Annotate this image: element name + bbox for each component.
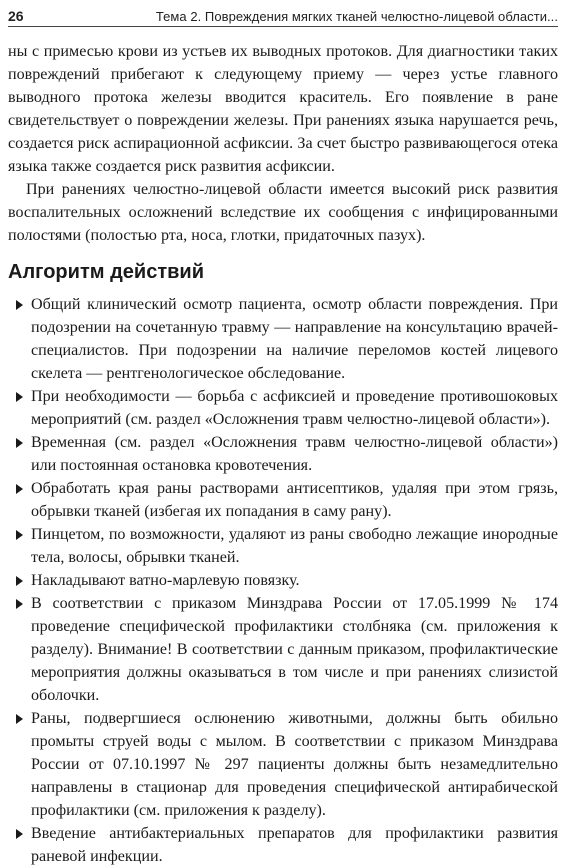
page-body	[8, 40, 558, 868]
list-item	[8, 385, 558, 431]
list-item	[8, 523, 558, 569]
triangle-bullet-icon	[16, 300, 23, 310]
list-item	[8, 293, 558, 385]
list-item-text: При необходимости — борьба с асфиксией и проведение противошоковых мероприятий (см. раздел «Осложнения травм челюстно-лицевой области»).	[31, 388, 558, 428]
list-item-text: Накладывают ватно-марлевую повязку.	[31, 572, 300, 589]
triangle-bullet-icon	[16, 484, 23, 494]
list-item	[8, 707, 558, 822]
list-item-text: Обработать края раны растворами антисептиков, удаляя при этом грязь, обрывки тканей (избегая их попадания в саму рану).	[31, 480, 558, 520]
paragraph-continuation: ны с примесью крови из устьев их выводных протоков. Для диагностики таких повреждений прибегают к следующему приему — через устье главного выводного протока железы вводится краситель. Его появление в ране свидетельствует о повреждении железы. При ранениях языка нарушается речь, создается риск аспирационной асфиксии. За счет быстро развивающегося отека языка также создается риск развития асфиксии.	[8, 43, 558, 175]
list-item-text: Пинцетом, по возможности, удаляют из раны свободно лежащие инородные тела, волосы, обрывки тканей.	[31, 526, 558, 566]
list-item-text: В соответствии с приказом Минздрава России от 17.05.1999 № 174 проведение специфической профилактики столбняка (см. приложения к разделу). Внимание! В соответствии с данным приказом, профилактические мероприятия должны оказываться в том числе и при ранениях слизистой оболочки.	[31, 595, 558, 704]
list-item-text: Раны, подвергшиеся ослюнению животными, должны быть обильно промыты струей воды с мылом. В соответствии с приказом Минздрава России от 07.10.1997 № 297 пациенты должны быть незамедлительно направлены в стационар для проведения специфической антирабической профилактики (см. приложения к разделу).	[31, 710, 558, 819]
list-item-text: Общий клинический осмотр пациента, осмотр области повреждения. При подозрении на сочетанную травму — направление на консультацию врачей-специалистов. При подозрении на наличие переломов костей лицевого скелета — рентгенологическое обследование.	[31, 296, 558, 382]
list-item	[8, 569, 558, 592]
list-item	[8, 592, 558, 707]
section-heading: Алгоритм действий	[8, 261, 205, 283]
page-number: 26	[8, 8, 24, 24]
paragraph-infection-risk: При ранениях челюстно-лицевой области имеется высокий риск развития воспалительных осложнений вследствие их сообщения с инфицированными полостями (полостью рта, носа, глотки, придаточных пазух).	[8, 181, 558, 244]
triangle-bullet-icon	[16, 530, 23, 540]
action-algorithm-list	[8, 293, 558, 868]
triangle-bullet-icon	[16, 438, 23, 448]
triangle-bullet-icon	[16, 392, 23, 402]
list-item	[8, 822, 558, 868]
triangle-bullet-icon	[16, 576, 23, 586]
list-item-text: Введение антибактериальных препаратов для профилактики развития раневой инфекции.	[31, 825, 558, 865]
list-item	[8, 477, 558, 523]
list-item	[8, 431, 558, 477]
list-item-text: Временная (см. раздел «Осложнения травм челюстно-лицевой области») или постоянная остановка кровотечения.	[31, 434, 558, 474]
triangle-bullet-icon	[16, 599, 23, 609]
running-title: Тема 2. Повреждения мягких тканей челюстно-лицевой области...	[155, 9, 558, 24]
triangle-bullet-icon	[16, 714, 23, 724]
page-header	[8, 0, 558, 27]
triangle-bullet-icon	[16, 829, 23, 839]
